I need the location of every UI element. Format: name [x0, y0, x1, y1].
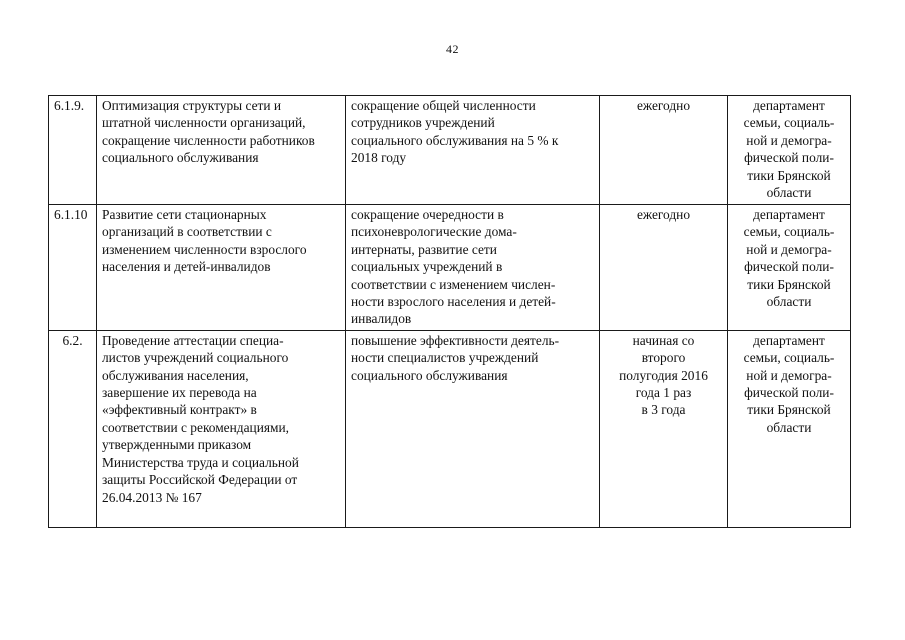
activity-line: утвержденными приказом	[102, 437, 252, 453]
executor-line: семьи, социаль-	[743, 350, 835, 366]
result-line: психоневрологические дома-	[351, 224, 517, 240]
executor-line: области	[766, 294, 812, 310]
activity-line: Проведение аттестации специа-	[102, 332, 284, 348]
activity-line: Оптимизация структуры сети и	[102, 98, 282, 113]
result-cell	[346, 96, 600, 205]
executor-line: семьи, социаль-	[743, 115, 835, 131]
executor-line: семьи, социаль-	[743, 224, 835, 240]
executor-line: тики Брянской	[747, 167, 831, 183]
executor-line: области	[766, 419, 812, 435]
item-number: 6.2.	[49, 330, 97, 527]
activity-line: сокращение численности работников	[102, 132, 315, 148]
executor-cell	[728, 330, 851, 527]
activity-line: защиты Российской Федерации от	[102, 472, 298, 488]
executor-line: фической поли-	[744, 150, 834, 166]
executor-line: фической поли-	[744, 385, 834, 401]
result-line: ности специалистов учреждений	[351, 350, 539, 366]
term-line: второго	[641, 350, 686, 366]
term-line: в 3 года	[641, 402, 686, 418]
activity-line: организаций в соответствии с	[102, 224, 272, 240]
activity-line: завершение их перевода на	[102, 385, 257, 401]
term-line: ежегодно	[636, 207, 691, 222]
result-line: социального обслуживания	[351, 367, 508, 383]
executor-line: департамент	[753, 207, 825, 222]
result-line: сокращение очередности в	[351, 207, 504, 222]
activity-cell	[97, 96, 346, 205]
term-line: ежегодно	[636, 98, 691, 113]
result-line: сокращение общей численности	[351, 98, 536, 113]
executor-line: фической поли-	[744, 259, 834, 275]
executor-cell	[728, 96, 851, 205]
result-line: социального обслуживания на 5 % к	[351, 132, 559, 148]
table-row	[49, 205, 851, 331]
table-row	[49, 330, 851, 527]
table-row	[49, 96, 851, 205]
executor-line: области	[766, 185, 812, 201]
activity-line: изменением численности взрослого	[102, 241, 307, 257]
result-line: повышение эффективности деятель-	[351, 332, 560, 348]
term-line: года 1 раз	[635, 385, 692, 401]
executor-line: ной и демогра-	[746, 132, 832, 148]
activity-line: штатной численности организаций,	[102, 115, 306, 131]
executor-line: тики Брянской	[747, 276, 831, 292]
activity-line: Министерства труда и социальной	[102, 454, 299, 470]
term-cell	[600, 205, 728, 331]
action-plan-table	[48, 95, 851, 528]
executor-line: департамент	[753, 98, 825, 113]
executor-cell	[728, 205, 851, 331]
term-line: полугодия 2016	[619, 367, 708, 383]
term-cell	[600, 96, 728, 205]
activity-line: «эффективный контракт» в	[102, 402, 257, 418]
activity-line: 26.04.2013 № 167	[102, 489, 202, 505]
activity-cell	[97, 330, 346, 527]
activity-line: листов учреждений социального	[102, 350, 289, 366]
page-number: 42	[446, 42, 459, 56]
result-cell	[346, 330, 600, 527]
item-number: 6.1.10	[49, 205, 97, 331]
activity-cell	[97, 205, 346, 331]
result-line: ности взрослого населения и детей-	[351, 294, 556, 310]
activity-line: соответствии с рекомендациями,	[102, 419, 290, 435]
result-line: сотрудников учреждений	[351, 115, 495, 131]
result-cell	[346, 205, 600, 331]
activity-line: обслуживания населения,	[102, 367, 249, 383]
executor-line: ной и демогра-	[746, 241, 832, 257]
executor-line: департамент	[753, 332, 825, 348]
result-line: соответствии с изменением числен-	[351, 276, 556, 292]
term-line: начиная со	[632, 332, 695, 348]
activity-line: социального обслуживания	[102, 150, 259, 166]
result-line: 2018 году	[351, 150, 407, 166]
activity-line: Развитие сети стационарных	[102, 207, 267, 222]
activity-line: населения и детей-инвалидов	[102, 259, 271, 275]
executor-line: ной и демогра-	[746, 367, 832, 383]
item-number: 6.1.9.	[49, 96, 97, 205]
result-line: интернаты, развитие сети	[351, 241, 497, 257]
result-line: социальных учреждений в	[351, 259, 503, 275]
executor-line: тики Брянской	[747, 402, 831, 418]
result-line: инвалидов	[351, 311, 412, 327]
term-cell	[600, 330, 728, 527]
